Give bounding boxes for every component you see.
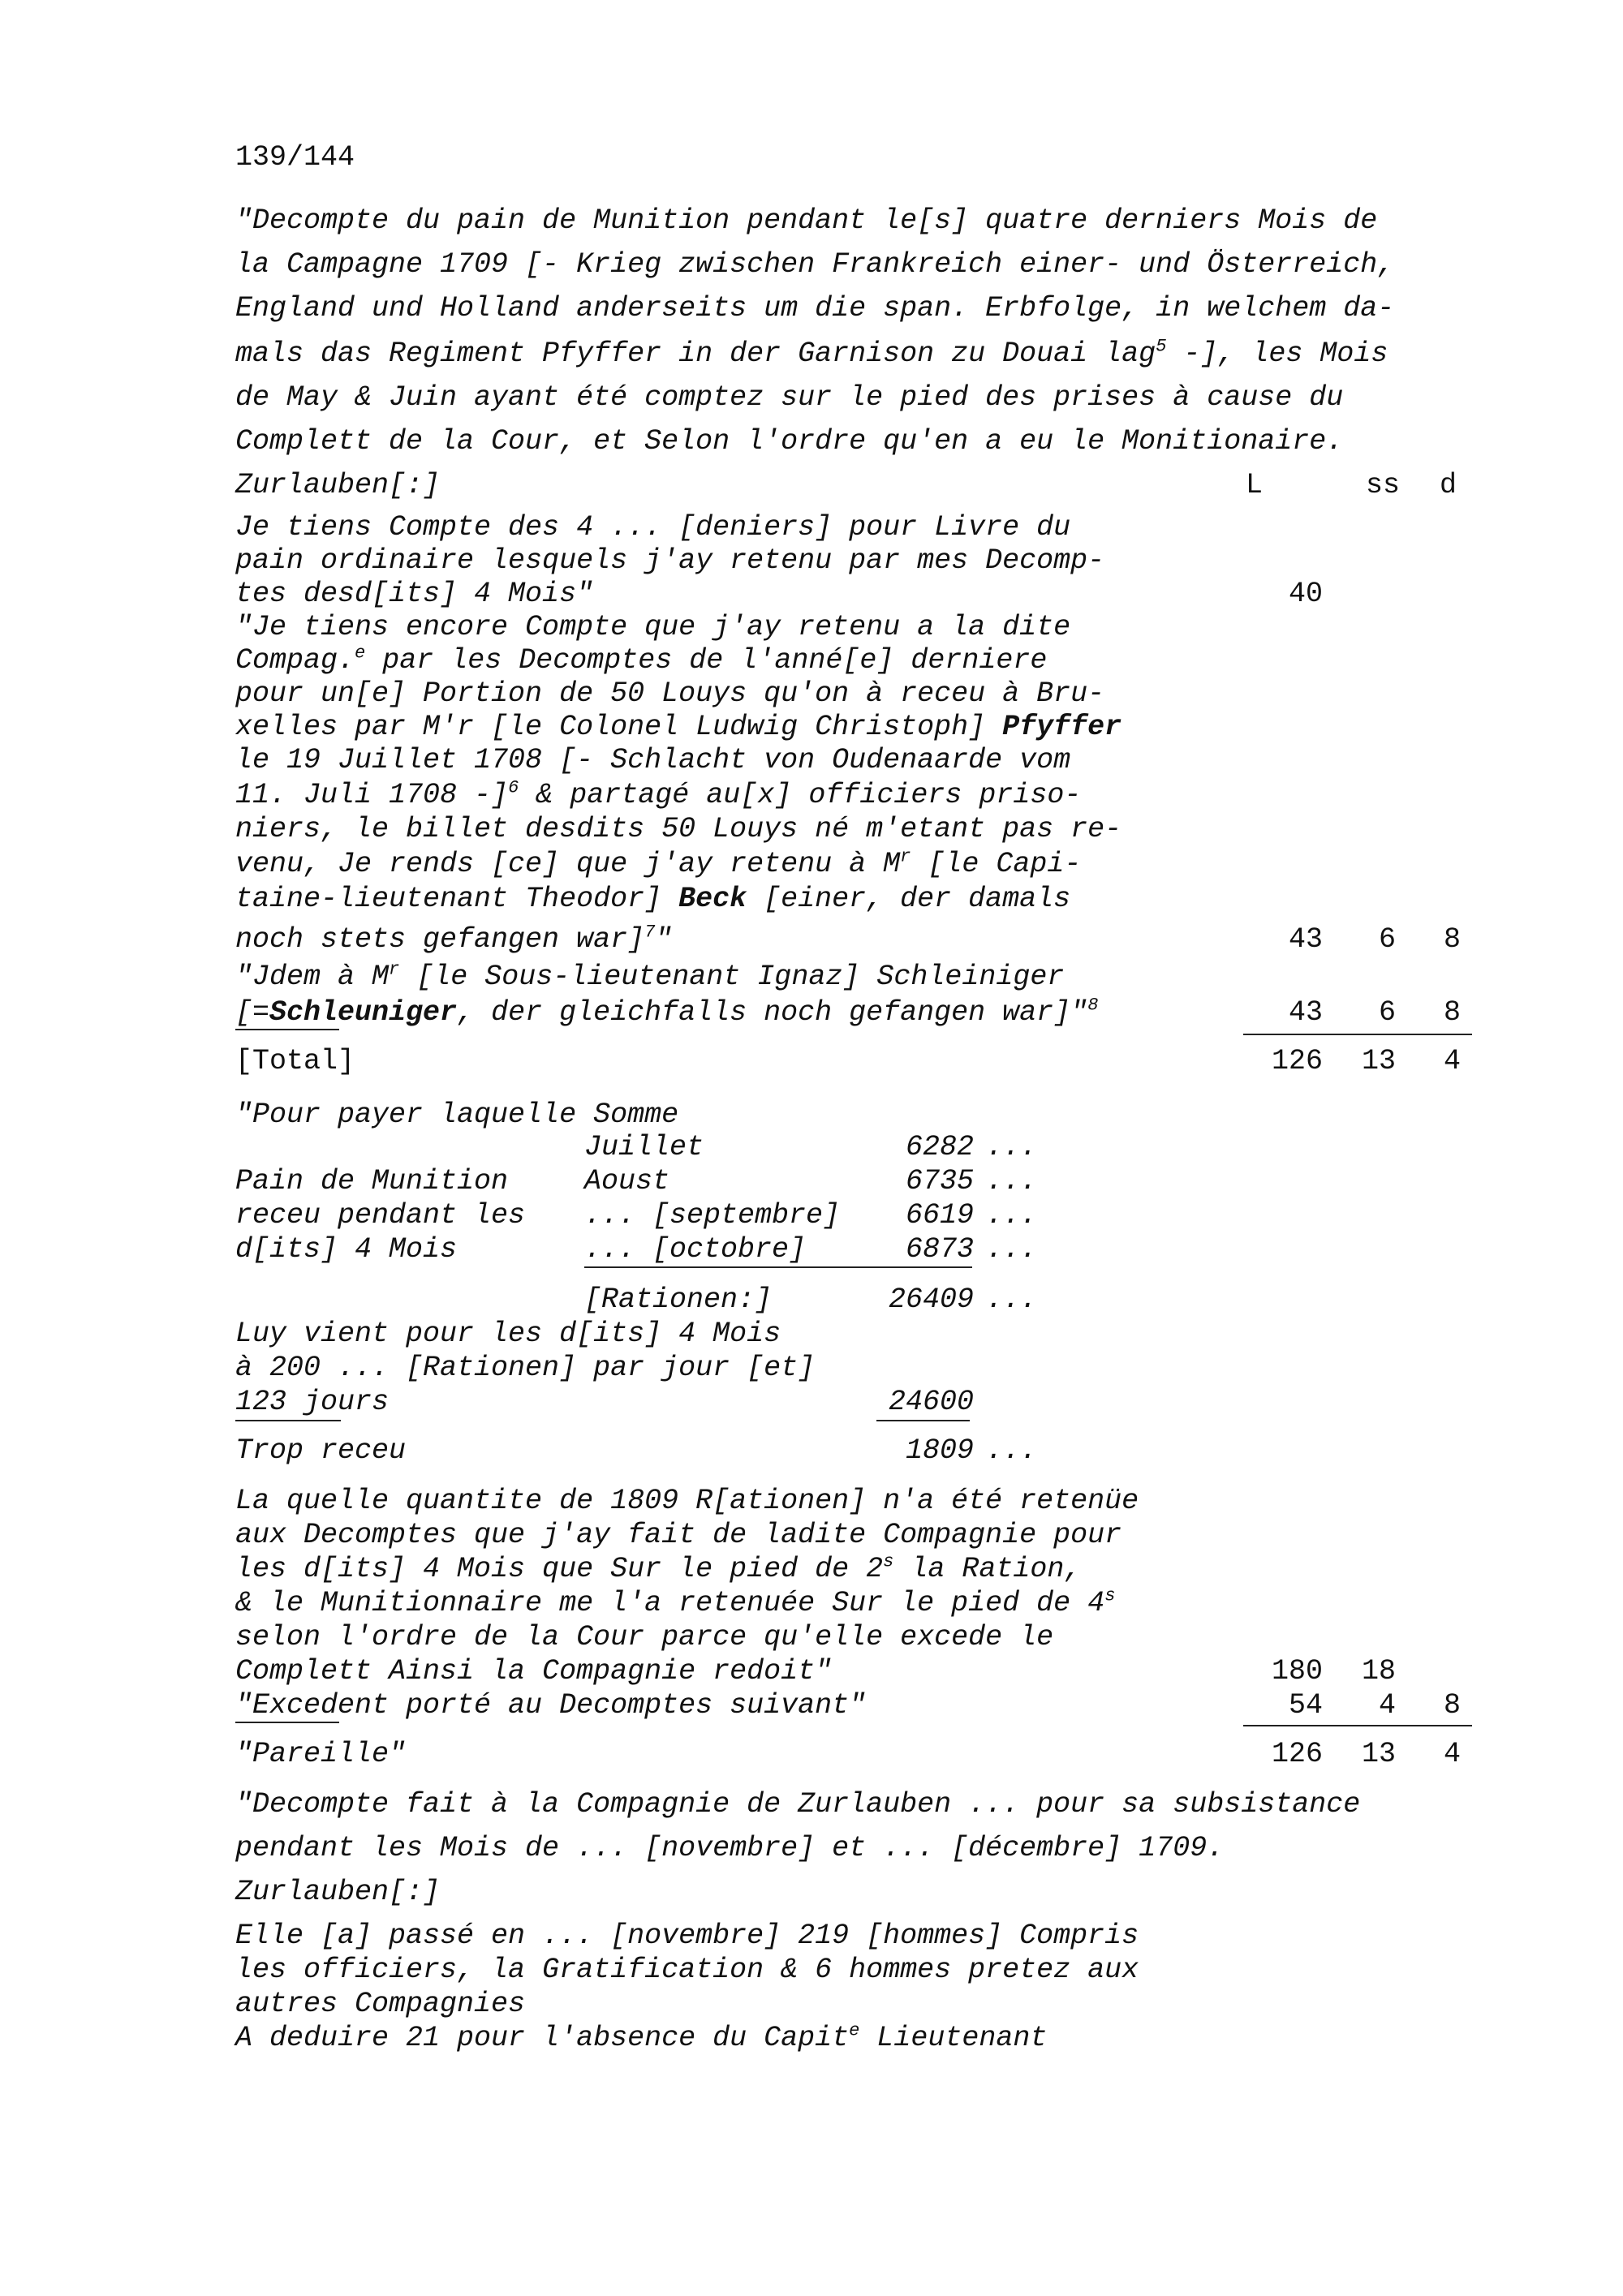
entry3-deniers: 8	[1443, 996, 1461, 1029]
pareille-label: "Pareille"	[235, 1738, 407, 1770]
entry2-line-9: taine-lieutenant Theodor] Beck [einer, der damals	[235, 883, 1071, 915]
ellipsis: ...	[986, 1131, 1038, 1163]
pareille-deniers: 4	[1443, 1738, 1461, 1770]
intro-line-2: la Campagne 1709 [- Krieg zwischen Frankreich einer- und Österreich,	[235, 248, 1395, 281]
ellipsis: ...	[986, 1165, 1038, 1197]
entry2-livres: 43	[1288, 923, 1323, 956]
rationen-value: 26409	[888, 1283, 974, 1316]
total-deniers: 4	[1443, 1045, 1461, 1077]
entry1-line-3: tes desd[its] 4 Mois"	[235, 578, 594, 610]
month-september: ... [septembre]	[584, 1199, 841, 1232]
pareille-sous: 13	[1361, 1738, 1396, 1770]
ellipsis: ...	[986, 1233, 1038, 1266]
pain-label-3: d[its] 4 Mois	[235, 1233, 458, 1266]
bracket-underline	[235, 1029, 339, 1030]
month-august: Aoust	[584, 1165, 670, 1197]
sum-rule	[1243, 1034, 1472, 1035]
entry3-line-1: "Jdem à $M^r$ [le Sous-lieutenant Ignaz] Schleiniger	[235, 959, 1065, 993]
pain-label-1: Pain de Munition	[235, 1165, 509, 1197]
entry2-line-7: niers, le billet desdits 50 Louys né m'etant pas re-	[235, 813, 1122, 845]
value-september: 6619	[905, 1199, 974, 1232]
decompte2-line-1: "Decompte fait à la Compagnie de Zurlauben ... pour sa subsistance	[235, 1788, 1361, 1821]
luy-line-3: 123 jours	[235, 1386, 390, 1418]
luy-value: 24600	[888, 1386, 974, 1418]
entry2-line-3: pour un[e] Portion de 50 Louys qu'on à receu à Bru-	[235, 677, 1105, 710]
decompte2-line-2: pendant les Mois de ... [novembre] et ... [décembre] 1709.	[235, 1832, 1225, 1864]
luy-underline	[235, 1420, 341, 1421]
luy-value-rule	[876, 1420, 970, 1421]
zurlauben-heading-2: Zurlauben[:]	[235, 1876, 441, 1908]
entry2-line-4: xelles par M'r [le Colonel Ludwig Christoph] Pfyffer	[235, 711, 1122, 743]
excedent-sous: 4	[1378, 1689, 1396, 1722]
name-schleuniger: Schleuniger	[269, 996, 458, 1029]
header-deniers: d	[1440, 469, 1457, 501]
quelle-line-3: les d[its] 4 Mois que Sur le pied de 2$^s$ la Ration,	[235, 1551, 1082, 1585]
header-livres: L	[1246, 469, 1264, 501]
value-october: 6873	[905, 1233, 974, 1266]
luy-line-1: Luy vient pour les d[its] 4 Mois	[235, 1318, 781, 1350]
intro-line-3: England und Holland anderseits um die span. Erbfolge, in welchem da-	[235, 292, 1395, 325]
entry1-line-1: Je tiens Compte des 4 ... [deniers] pour Livre du	[235, 511, 1071, 544]
header-sous: ss	[1366, 469, 1401, 501]
month-october: ... [octobre]	[584, 1233, 807, 1266]
quelle-line-2: aux Decomptes que j'ay fait de ladite Compagnie pour	[235, 1519, 1122, 1551]
intro-line-6: Complett de la Cour, et Selon l'ordre qu'en a eu le Monitionaire.	[235, 425, 1344, 458]
entry3-line-2: [=Schleuniger, der gleichfalls noch gefangen war]"$^8$	[235, 995, 1099, 1029]
luy-line-2: à 200 ... [Rationen] par jour [et]	[235, 1352, 816, 1384]
elle-line-2: les officiers, la Gratification & 6 hommes pretez aux	[235, 1954, 1139, 1986]
entry2-deniers: 8	[1443, 923, 1461, 956]
redoit-livres: 180	[1271, 1655, 1323, 1688]
ellipsis: ...	[986, 1199, 1038, 1232]
pareille-livres: 126	[1271, 1738, 1323, 1770]
entry1-line-2: pain ordinaire lesquels j'ay retenu par mes Decomp-	[235, 544, 1105, 577]
entry2-line-10: noch stets gefangen war]$^7$"	[235, 922, 673, 956]
entry2-line-8: venu, Je rends [ce] que j'ay retenu à $M^r$ [le Capi-	[235, 846, 1082, 880]
entry2-sous: 6	[1378, 923, 1396, 956]
elle-line-1: Elle [a] passé en ... [novembre] 219 [hommes] Compris	[235, 1920, 1139, 1952]
name-beck: Beck	[678, 883, 747, 915]
zurlauben-heading: Zurlauben[:]	[235, 469, 441, 501]
pareille-rule	[1243, 1725, 1472, 1726]
month-july: Juillet	[584, 1131, 704, 1163]
intro-line-5: de May & Juin ayant été comptez sur le pied des prises à cause du	[235, 381, 1344, 414]
excedent-deniers: 8	[1443, 1689, 1461, 1722]
elle-line-3: autres Compagnies	[235, 1988, 526, 2020]
total-sous: 13	[1361, 1045, 1396, 1077]
page-number: 139/144	[235, 141, 355, 174]
trop-value: 1809	[905, 1434, 974, 1467]
intro-line-1: "Decompte du pain de Munition pendant le[s] quatre derniers Mois de	[235, 204, 1378, 237]
entry2-line-2: Compag.$^e$ par les Decomptes de l'anné[e] derniere	[235, 643, 1048, 677]
trop-label: Trop receu	[235, 1434, 407, 1467]
quelle-line-1: La quelle quantite de 1809 R[ationen] n'a été retenüe	[235, 1485, 1139, 1517]
intro-line-4: mals das Regiment Pfyffer in der Garnison zu Douai lag$^5$ -], les Mois	[235, 336, 1388, 370]
elle-line-4: A deduire 21 pour l'absence du Capit$^e$ Lieutenant	[235, 2020, 1048, 2054]
quelle-line-4: & le Munitionnaire me l'a retenuée Sur le pied de 4$^s$	[235, 1585, 1116, 1619]
redoit-sous: 18	[1361, 1655, 1396, 1688]
ellipsis: ...	[986, 1434, 1038, 1467]
quelle-line-5: selon l'ordre de la Cour parce qu'elle excede le	[235, 1621, 1054, 1653]
name-pfyffer: Pfyffer	[1002, 711, 1122, 743]
footnote-marker: 5	[1156, 336, 1167, 357]
value-august: 6735	[905, 1165, 974, 1197]
footnote-marker: 7	[644, 922, 656, 943]
entry3-livres: 43	[1288, 996, 1323, 1029]
rationen-label: [Rationen:]	[584, 1283, 773, 1316]
ellipsis: ...	[986, 1283, 1038, 1316]
quelle-line-6: Complett Ainsi la Compagnie redoit"	[235, 1655, 833, 1688]
footnote-marker: 6	[508, 777, 519, 798]
excedent-livres: 54	[1288, 1689, 1323, 1722]
entry1-livres: 40	[1288, 578, 1323, 610]
pain-sum-rule	[584, 1266, 972, 1268]
entry2-line-1: "Je tiens encore Compte que j'ay retenu a la dite	[235, 611, 1071, 643]
total-label: [Total]	[235, 1045, 355, 1077]
quelle-line-7: "Excedent porté au Decomptes suivant"	[235, 1689, 867, 1722]
entry2-line-6: 11. Juli 1708 -]$^6$ & partagé au[x] officiers priso-	[235, 777, 1082, 811]
pour-payer: "Pour payer laquelle Somme	[235, 1099, 679, 1131]
entry3-sous: 6	[1378, 996, 1396, 1029]
pain-label-2: receu pendant les	[235, 1199, 526, 1232]
entry2-line-5: le 19 Juillet 1708 [- Schlacht von Oudenaarde vom	[235, 744, 1071, 776]
value-july: 6282	[905, 1131, 974, 1163]
total-livres: 126	[1271, 1045, 1323, 1077]
excedent-underline	[235, 1722, 339, 1723]
footnote-marker: 8	[1087, 995, 1099, 1016]
